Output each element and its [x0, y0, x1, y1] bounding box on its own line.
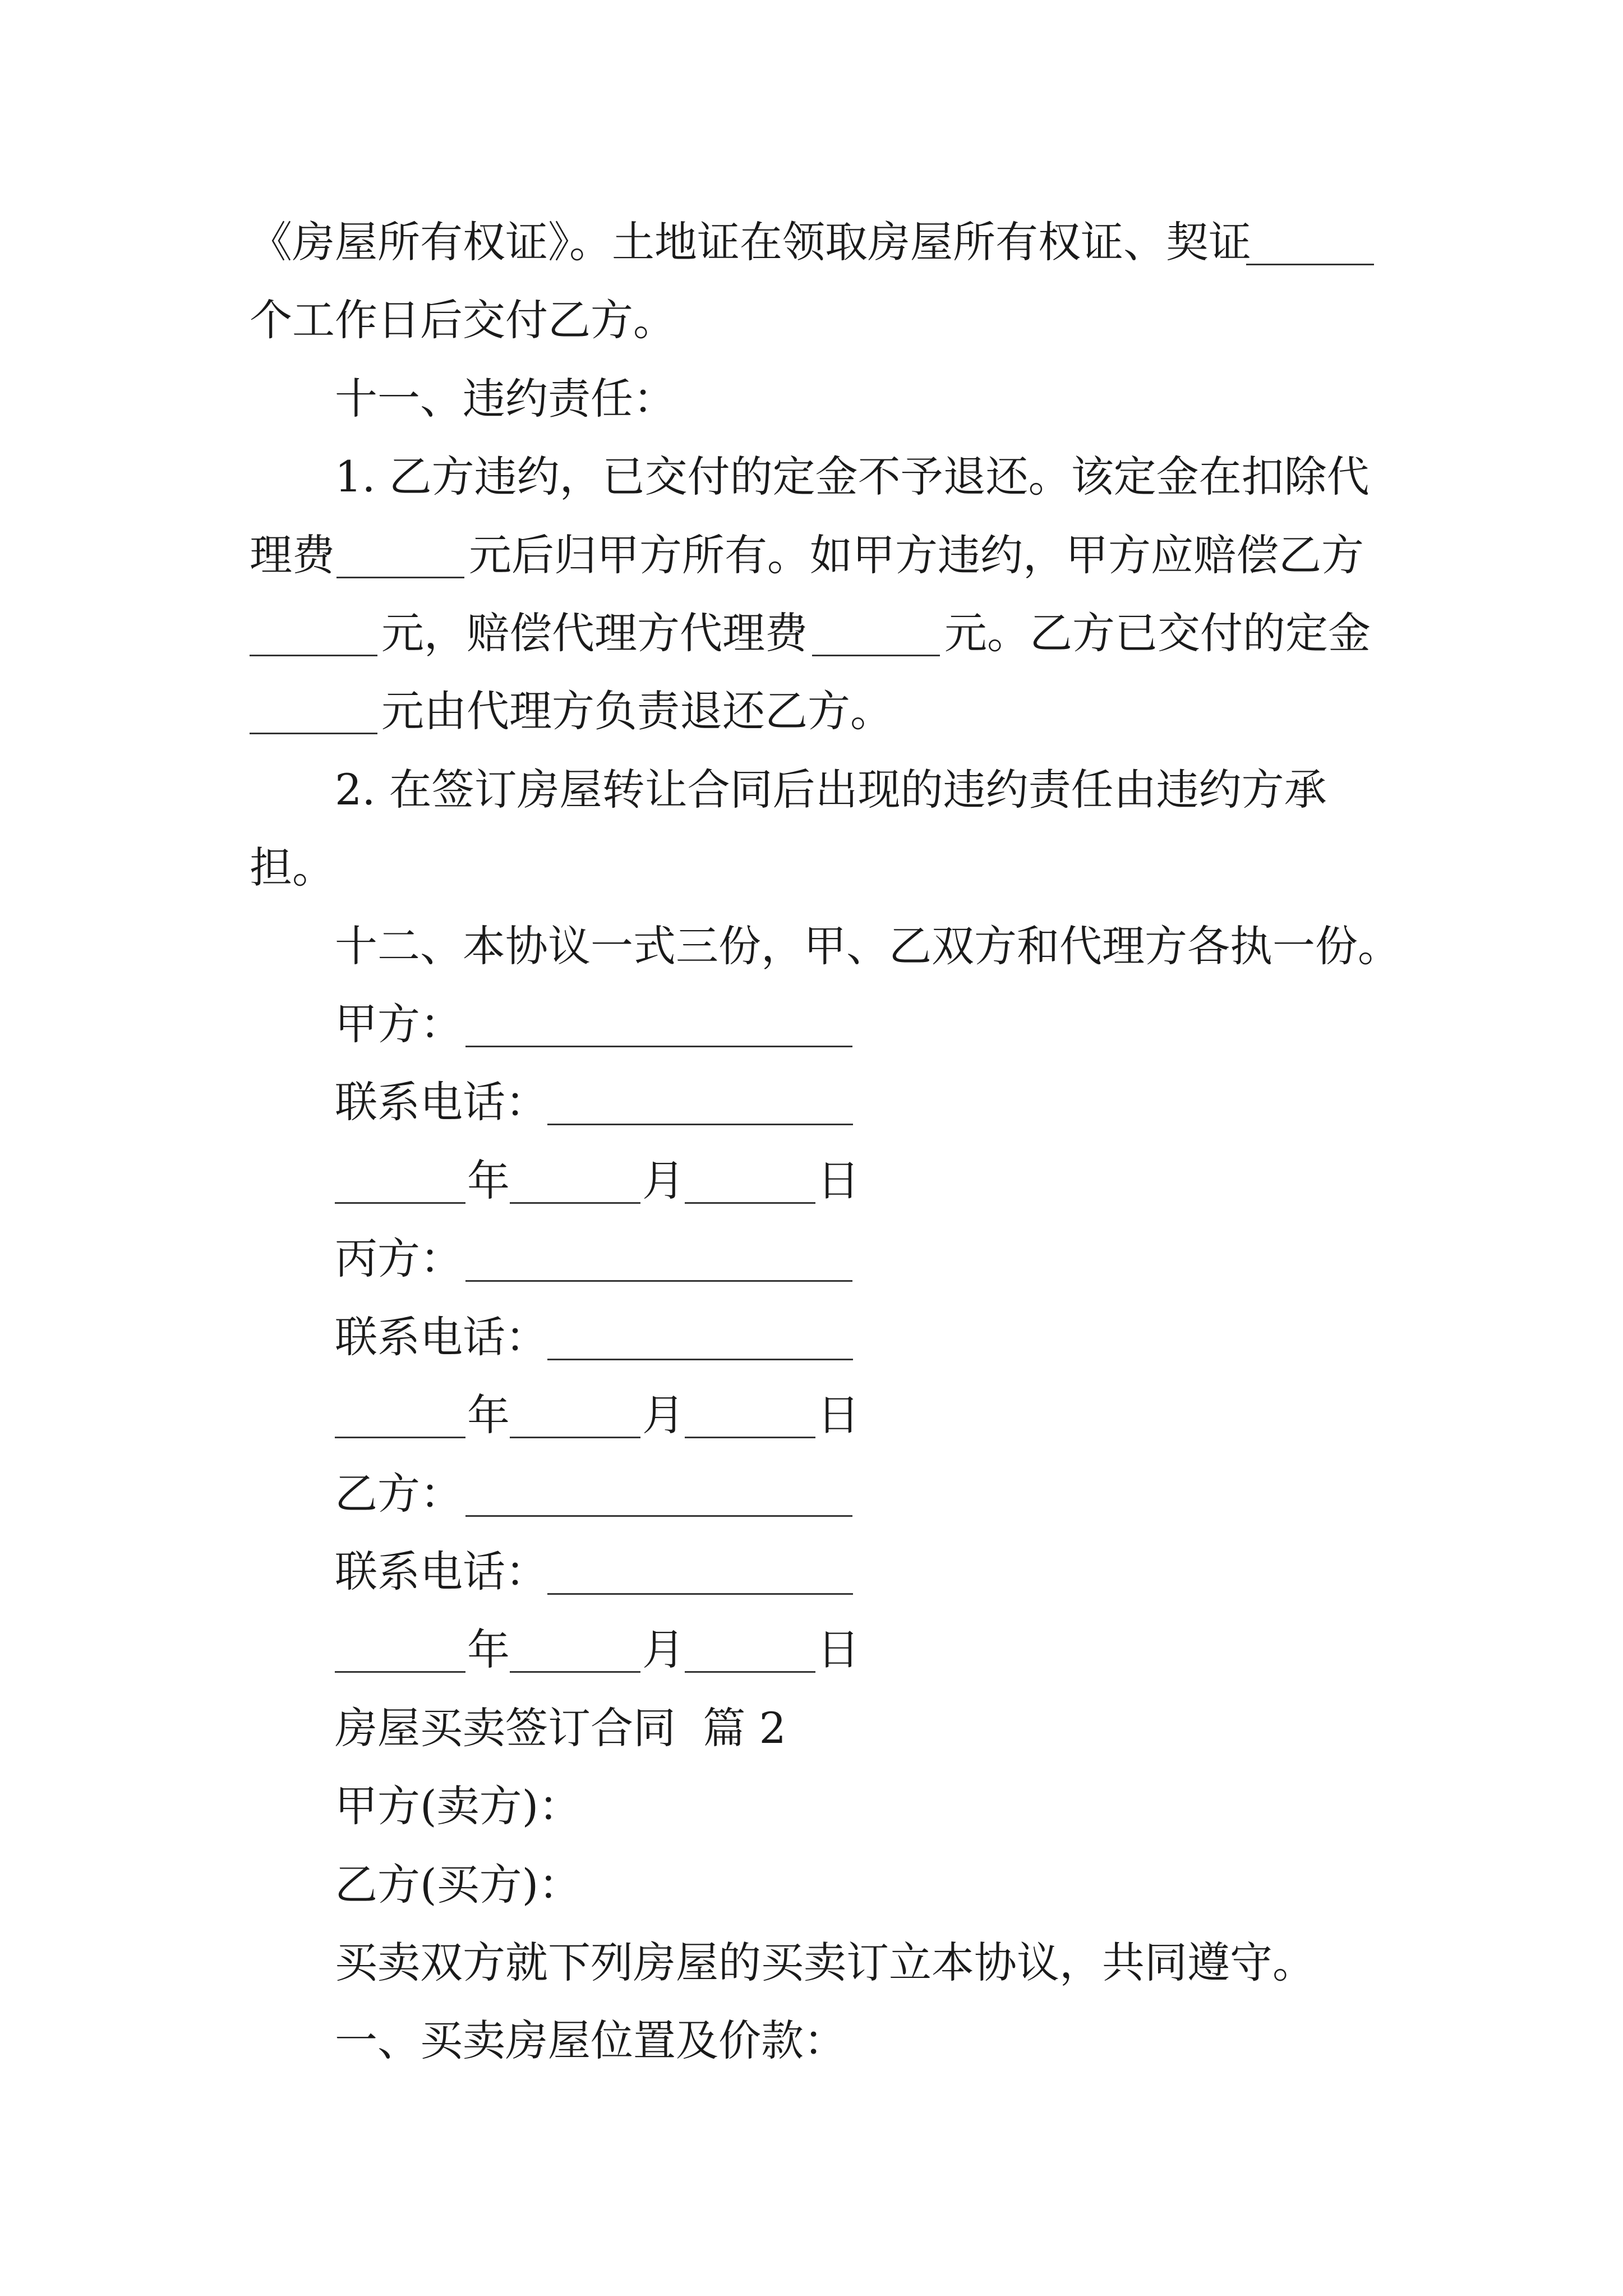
fill-in-blank[interactable] [250, 614, 377, 656]
text-segment: 1. 乙方违约，已交付的定金不予退还。该定金在扣除代 [335, 452, 1370, 501]
fill-in-blank[interactable] [465, 1475, 852, 1517]
phone-label: 联系电话： [335, 1312, 548, 1362]
title-text: 房屋买卖签订合同 篇 2 [335, 1703, 786, 1753]
phone-line [0, 1533, 1623, 1611]
fill-in-blank[interactable] [335, 1396, 465, 1438]
fill-in-blank[interactable] [510, 1396, 640, 1438]
text-segment: 个工作日后交付乙方。 [250, 295, 676, 345]
date-line [0, 1142, 1623, 1220]
text-segment: 十一、违约责任： [335, 374, 676, 424]
text-segment: 元由代理方负责退还乙方。 [381, 686, 893, 736]
section-heading [0, 907, 1623, 986]
fill-in-blank[interactable] [685, 1162, 815, 1204]
paragraph-line [0, 438, 1623, 516]
paragraph-line [0, 594, 1623, 673]
fill-in-blank[interactable] [465, 1005, 852, 1047]
text-segment: 理费 [250, 530, 335, 580]
paragraph-line [0, 672, 1623, 751]
fill-in-blank[interactable] [812, 614, 940, 656]
text-segment: 元。乙方已交付的定金 [944, 608, 1371, 658]
text-segment: 担。 [250, 843, 335, 892]
text-segment: 《房屋所有权证》。土地证在领取房屋所有权证、契证 [250, 217, 1251, 267]
party-label: 丙方： [335, 1234, 463, 1283]
fill-in-blank[interactable] [250, 692, 377, 734]
party-line [0, 1767, 1623, 1846]
phone-label: 联系电话： [335, 1077, 548, 1127]
paragraph-line [0, 829, 1623, 907]
text-segment: 元后归甲方所有。如甲方违约，甲方应赔偿乙方 [469, 530, 1364, 580]
paragraph-line [0, 203, 1623, 282]
party-label: 乙方： [335, 1469, 463, 1519]
fill-in-blank[interactable] [510, 1162, 640, 1204]
seller-label: 甲方(卖方)： [335, 1781, 582, 1831]
buyer-label: 乙方(买方)： [335, 1860, 582, 1910]
date-unit: 月 [642, 1390, 685, 1440]
signature-line [0, 1220, 1623, 1298]
section-heading [0, 360, 1623, 438]
fill-in-blank[interactable] [547, 1083, 853, 1125]
date-unit: 年 [467, 1625, 510, 1674]
fill-in-blank[interactable] [336, 536, 464, 578]
phone-label: 联系电话： [335, 1547, 548, 1596]
text-segment: 元，赔偿代理方代理费 [381, 608, 808, 658]
date-unit: 月 [642, 1625, 685, 1674]
document-title [0, 1689, 1623, 1768]
date-line [0, 1611, 1623, 1689]
date-unit: 日 [817, 1625, 860, 1674]
fill-in-blank[interactable] [335, 1162, 465, 1204]
fill-in-blank[interactable] [547, 1318, 853, 1360]
text-segment: 2. 在签订房屋转让合同后出现的违约责任由违约方承 [335, 765, 1327, 815]
fill-in-blank[interactable] [685, 1631, 815, 1673]
date-line [0, 1376, 1623, 1455]
fill-in-blank[interactable] [547, 1553, 853, 1595]
fill-in-blank[interactable] [465, 1240, 852, 1282]
text-segment: 十二、本协议一式三份，甲、乙双方和代理方各执一份。 [335, 921, 1400, 971]
date-unit: 年 [467, 1156, 510, 1205]
party-line [0, 1846, 1623, 1924]
paragraph-line [0, 516, 1623, 595]
signature-line [0, 1455, 1623, 1533]
signature-line [0, 985, 1623, 1064]
fill-in-blank[interactable] [335, 1631, 465, 1673]
fill-in-blank[interactable] [510, 1631, 640, 1673]
fill-in-blank[interactable] [1246, 223, 1374, 265]
text-segment: 买卖双方就下列房屋的买卖订立本协议，共同遵守。 [335, 1938, 1315, 1987]
party-label: 甲方： [335, 999, 463, 1049]
paragraph-line [0, 751, 1623, 829]
phone-line [0, 1298, 1623, 1377]
date-unit: 月 [642, 1156, 685, 1205]
phone-line [0, 1063, 1623, 1142]
date-unit: 日 [817, 1156, 860, 1205]
fill-in-blank[interactable] [685, 1396, 815, 1438]
text-segment: 一、买卖房屋位置及价款： [335, 2016, 846, 2065]
paragraph-line [0, 1924, 1623, 2002]
section-heading [0, 2001, 1623, 2080]
date-unit: 日 [817, 1390, 860, 1440]
date-unit: 年 [467, 1390, 510, 1440]
paragraph-line [0, 281, 1623, 360]
